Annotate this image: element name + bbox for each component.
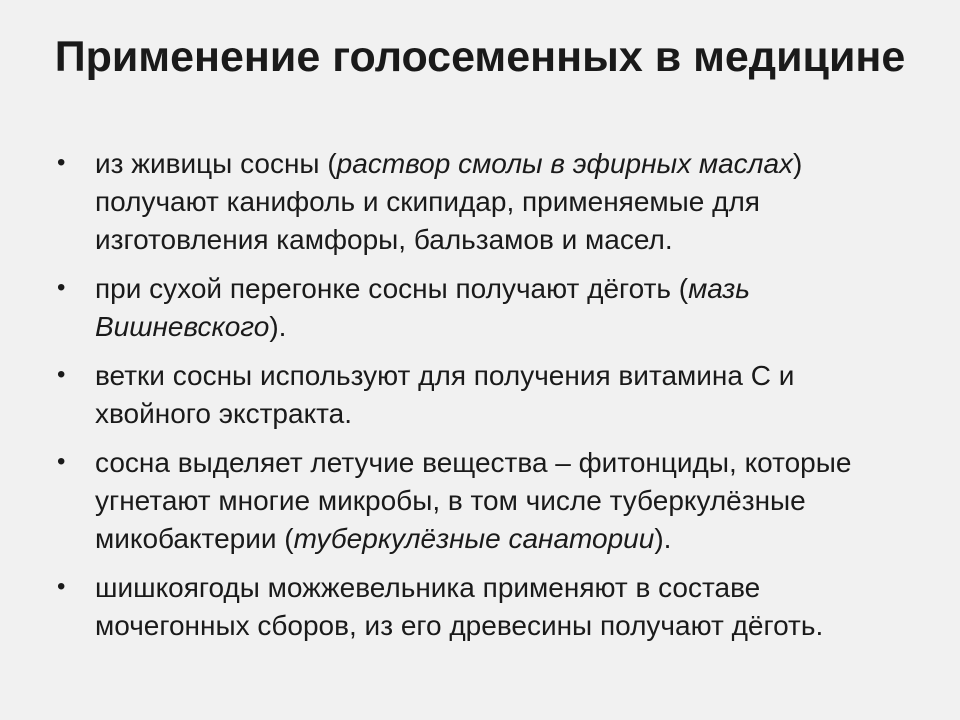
bullet-text bbox=[95, 360, 794, 429]
bullet-text bbox=[95, 273, 750, 342]
bullet-text bbox=[95, 148, 802, 255]
text-segment: ) получают канифоль и скипидар, применяемые для изготовления камфоры, бальзамов и масел. bbox=[95, 148, 803, 255]
bullet-text bbox=[95, 572, 823, 641]
text-segment: при сухой перегонке сосны получают дёготь ( bbox=[95, 273, 689, 304]
bullet-item bbox=[55, 357, 915, 433]
bullet-marker: • bbox=[57, 573, 66, 600]
bullet-item bbox=[55, 444, 915, 558]
bullet-marker: • bbox=[57, 361, 66, 388]
text-segment: из живицы сосны ( bbox=[95, 148, 337, 179]
bullet-item bbox=[55, 270, 915, 346]
text-segment: ). bbox=[269, 311, 287, 342]
bullet-marker: • bbox=[57, 274, 66, 301]
text-segment: ). bbox=[654, 523, 672, 554]
text-segment: ветки сосны используют для получения витамина С и хвойного экстракта. bbox=[95, 360, 795, 429]
text-segment: сосна выделяет летучие вещества – фитонциды, которые угнетают многие микробы, в том числе туберкулёзные микобактерии ( bbox=[95, 447, 852, 554]
text-segment: шишкоягоды можжевельника применяют в составе мочегонных сборов, из его древесины получают дёготь. bbox=[95, 572, 824, 641]
italic-segment: мазь Вишневского bbox=[95, 273, 751, 342]
italic-segment: туберкулёзные санатории bbox=[293, 523, 655, 554]
bullet-list bbox=[55, 145, 915, 656]
italic-segment: раствор смолы в эфирных маслах bbox=[336, 148, 794, 179]
bullet-item bbox=[55, 145, 915, 259]
bullet-marker: • bbox=[57, 149, 66, 176]
bullet-text bbox=[95, 447, 851, 554]
slide-title: Применение голосеменных в медицине bbox=[54, 33, 906, 81]
bullet-marker: • bbox=[57, 448, 66, 475]
bullet-item bbox=[55, 569, 915, 645]
